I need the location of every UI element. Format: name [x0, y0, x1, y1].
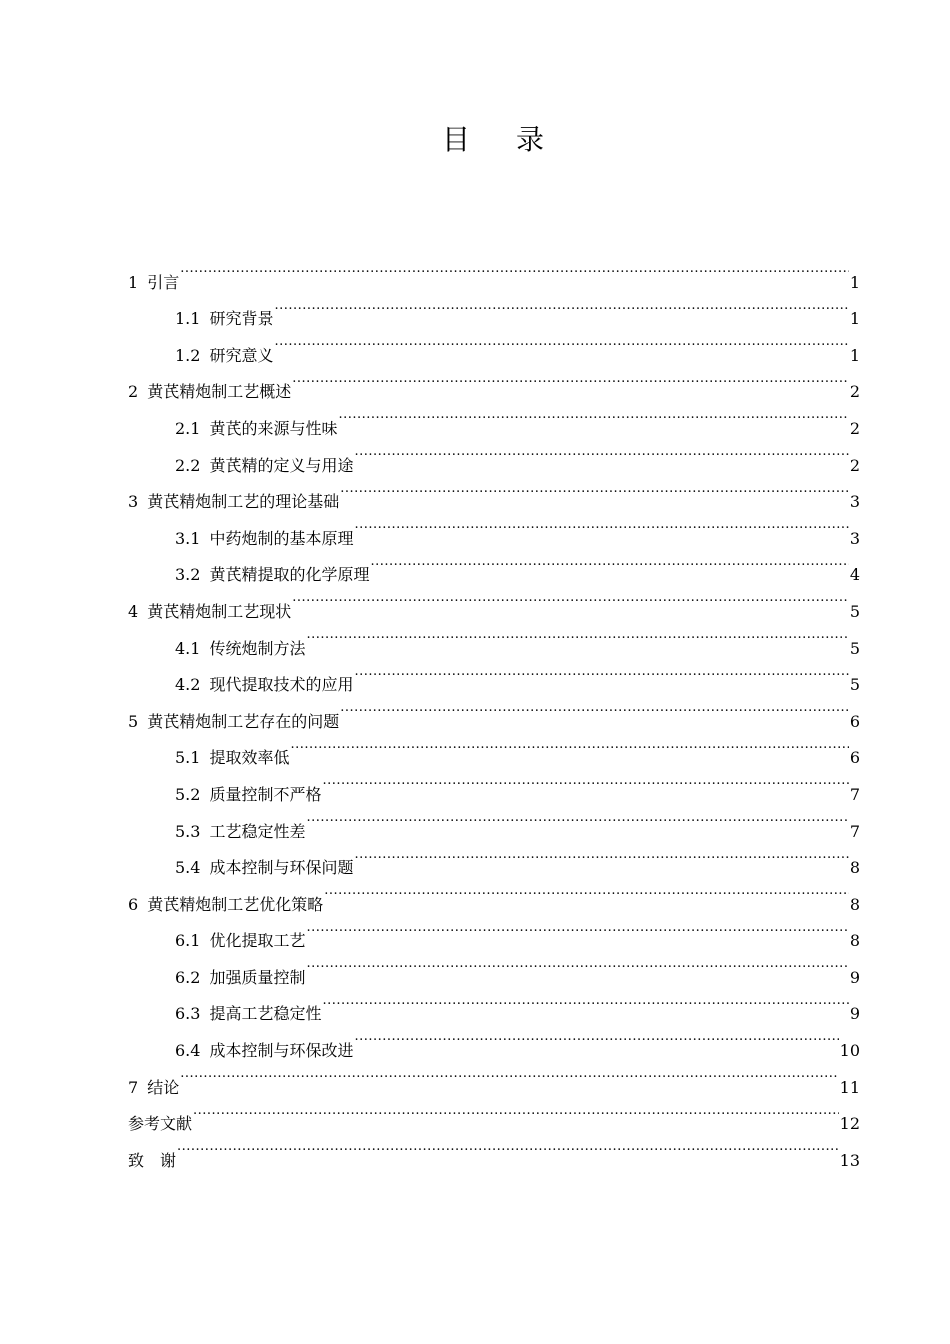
- toc-leader-dots: [324, 873, 849, 910]
- toc-entry-title: 结论: [147, 1077, 180, 1097]
- toc-leader-dots: [340, 690, 849, 727]
- toc-entry-title: 质量控制不严格: [209, 784, 322, 804]
- toc-leader-dots: [180, 1056, 838, 1093]
- toc-leader-dots: [340, 471, 849, 508]
- toc-entry-number: 3.1: [175, 528, 201, 548]
- toc-entry-number: 5.4: [175, 858, 201, 878]
- toc-title-right: 录: [516, 123, 545, 156]
- toc-entry-title: 提高工艺稳定性: [209, 1004, 322, 1024]
- toc-leader-dots: [177, 1129, 839, 1166]
- toc-entry-page-number: 2: [849, 418, 860, 438]
- toc-entry-title: 黄芪精炮制工艺概述: [147, 382, 292, 402]
- toc-leader-dots: [354, 434, 848, 471]
- toc-entry-page-number: 3: [849, 528, 860, 548]
- toc-entry-title: 黄芪精炮制工艺的理论基础: [147, 492, 340, 512]
- toc-entry-title: 黄芪精炮制工艺优化策略: [147, 894, 324, 914]
- toc-entry-page-number: 6: [849, 748, 860, 768]
- toc-entry-number: 4: [128, 601, 139, 621]
- toc-entry-title: 黄芪精炮制工艺存在的问题: [147, 711, 340, 731]
- toc-entry[interactable]: [128, 1129, 860, 1170]
- toc-entry-title: 研究意义: [209, 345, 274, 365]
- toc-leader-dots: [193, 1093, 839, 1130]
- toc-entry-title: 黄芪精的定义与用途: [209, 455, 354, 475]
- toc-leader-dots: [274, 288, 848, 325]
- toc-entry-page-number: 9: [849, 1004, 860, 1024]
- toc-leader-dots: [290, 727, 848, 764]
- toc-leader-dots: [306, 946, 848, 983]
- toc-entry-page-number: 2: [849, 455, 860, 475]
- toc-entry-page-number: 2: [849, 382, 860, 402]
- toc-entry-title: 黄芪精提取的化学原理: [209, 565, 370, 585]
- toc-entry[interactable]: [128, 288, 860, 329]
- toc-entry-page-number: 3: [849, 492, 860, 512]
- toc-leader-dots: [354, 1019, 838, 1056]
- toc-entry-page-number: 1: [849, 345, 860, 365]
- toc-entry-page-number: 5: [849, 601, 860, 621]
- toc-title-left: 目: [441, 123, 470, 156]
- toc-entry-number: 5: [128, 711, 139, 731]
- toc-entry-page-number: 5: [849, 675, 860, 695]
- toc-entry-number: 7: [128, 1077, 139, 1097]
- toc-entry-page-number: 7: [849, 821, 860, 841]
- toc-leader-dots: [354, 507, 848, 544]
- toc-entry-title: 致 谢: [128, 1150, 177, 1170]
- toc-entry-title: 成本控制与环保改进: [209, 1041, 354, 1061]
- toc-entry-page-number: 11: [839, 1077, 860, 1097]
- toc-leader-dots: [322, 763, 848, 800]
- toc-leader-dots: [354, 837, 848, 874]
- toc-leader-dots: [306, 617, 848, 654]
- toc-entry-number: 2: [128, 382, 139, 402]
- toc-entry-number: 6.2: [175, 967, 201, 987]
- toc-entry-number: 4.1: [175, 638, 201, 658]
- toc-entry-page-number: 10: [839, 1041, 860, 1061]
- toc-entry-page-number: 6: [849, 711, 860, 731]
- toc-entry-page-number: 4: [849, 565, 860, 585]
- toc-entry-title: 引言: [147, 272, 180, 292]
- toc-entry-page-number: 9: [849, 967, 860, 987]
- toc-leader-dots: [338, 397, 848, 434]
- toc-entry-title: 提取效率低: [209, 748, 290, 768]
- toc-leader-dots: [306, 800, 848, 837]
- toc-entry-page-number: 1: [849, 272, 860, 292]
- toc-entry-title: 参考文献: [128, 1114, 193, 1134]
- toc-entry-page-number: 8: [849, 858, 860, 878]
- toc-leader-dots: [354, 654, 848, 691]
- toc-entry-number: 3.2: [175, 565, 201, 585]
- toc-entry-number: 5.2: [175, 784, 201, 804]
- toc-entry[interactable]: [128, 251, 860, 292]
- table-of-contents: [128, 251, 860, 1170]
- toc-entry-number: 4.2: [175, 675, 201, 695]
- toc-entry-page-number: 1: [849, 309, 860, 329]
- toc-entry-page-number: 8: [849, 894, 860, 914]
- toc-entry-number: 5.1: [175, 748, 201, 768]
- toc-leader-dots: [322, 983, 848, 1020]
- toc-entry-page-number: 7: [849, 784, 860, 804]
- toc-entry-title: 黄芪的来源与性味: [209, 418, 338, 438]
- toc-entry-number: 3: [128, 492, 139, 512]
- toc-entry-page-number: 8: [849, 931, 860, 951]
- toc-entry-number: 5.3: [175, 821, 201, 841]
- toc-entry-title: 优化提取工艺: [209, 931, 306, 951]
- toc-entry-title: 黄芪精炮制工艺现状: [147, 601, 292, 621]
- toc-entry[interactable]: [128, 1056, 860, 1097]
- toc-entry-title: 加强质量控制: [209, 967, 306, 987]
- toc-entry-title: 工艺稳定性差: [209, 821, 306, 841]
- toc-entry-title: 中药炮制的基本原理: [209, 528, 354, 548]
- toc-title: [0, 118, 950, 162]
- toc-entry-number: 1.2: [175, 345, 201, 365]
- toc-entry-number: 1.1: [175, 309, 201, 329]
- toc-entry-page-number: 12: [839, 1114, 860, 1134]
- toc-entry-number: 6.3: [175, 1004, 201, 1024]
- toc-leader-dots: [292, 361, 849, 398]
- toc-leader-dots: [292, 580, 849, 617]
- toc-entry-number: 6.4: [175, 1041, 201, 1061]
- toc-entry-number: 2.1: [175, 418, 201, 438]
- toc-entry-title: 成本控制与环保问题: [209, 858, 354, 878]
- toc-entry-number: 2.2: [175, 455, 201, 475]
- toc-leader-dots: [180, 251, 849, 288]
- toc-leader-dots: [306, 910, 848, 947]
- toc-entry-page-number: 13: [839, 1150, 860, 1170]
- toc-entry-number: 1: [128, 272, 139, 292]
- toc-entry-title: 现代提取技术的应用: [209, 675, 354, 695]
- toc-entry[interactable]: [128, 1093, 860, 1134]
- toc-leader-dots: [370, 544, 848, 581]
- toc-entry-title: 传统炮制方法: [209, 638, 306, 658]
- toc-leader-dots: [274, 324, 848, 361]
- toc-entry-number: 6: [128, 894, 139, 914]
- toc-entry-number: 6.1: [175, 931, 201, 951]
- toc-entry-title: 研究背景: [209, 309, 274, 329]
- toc-entry-page-number: 5: [849, 638, 860, 658]
